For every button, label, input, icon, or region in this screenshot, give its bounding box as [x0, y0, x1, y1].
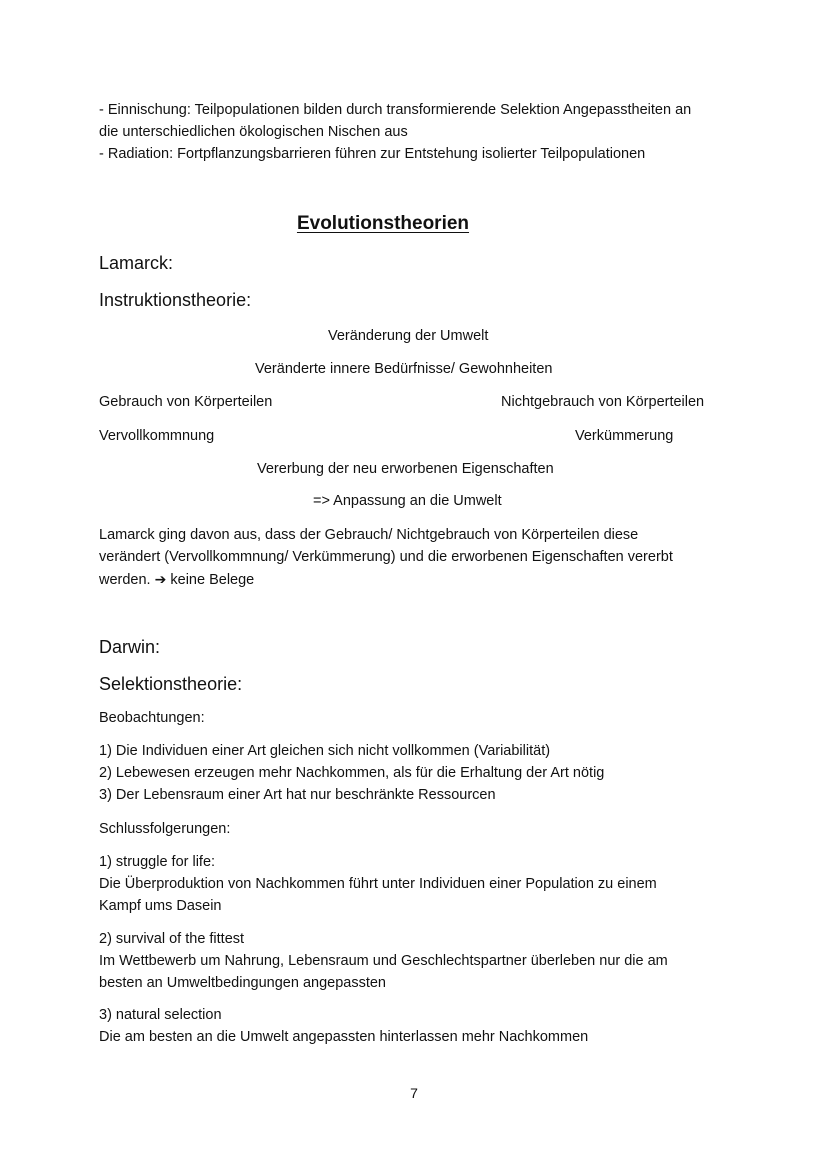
- instruction-theory-heading: Instruktionstheorie:: [99, 290, 252, 310]
- conclusion-3-line-1: Die am besten an die Umwelt angepassten hinterlassen mehr Nachkommen: [99, 1029, 589, 1045]
- observation-2: 2) Lebewesen erzeugen mehr Nachkommen, als für die Erhaltung der Art nötig: [99, 765, 605, 781]
- conclusion-3-title: 3) natural selection: [99, 1007, 222, 1023]
- selection-theory-heading: Selektionstheorie:: [99, 674, 243, 694]
- right-arrow-icon: ➔: [154, 571, 167, 587]
- step-disuse: Nichtgebrauch von Körperteilen: [501, 394, 705, 410]
- conclusions-label: Schlussfolgerungen:: [99, 821, 231, 837]
- conclusion-2-line-1: Im Wettbewerb um Nahrung, Lebensraum und Geschlechtspartner überleben nur die am: [99, 953, 668, 969]
- no-evidence-text: keine Belege: [166, 572, 255, 588]
- step-use: Gebrauch von Körperteilen: [99, 394, 273, 410]
- step-inheritance: Vererbung der neu erworbenen Eigenschaften: [257, 461, 554, 477]
- conclusion-1-title: 1) struggle for life:: [99, 854, 216, 870]
- einnischung-line-1: - Einnischung: Teilpopulationen bilden durch transformierende Selektion Angepasstheiten an: [99, 102, 692, 118]
- page-title: Evolutionstheorien: [296, 213, 470, 234]
- lamarck-summary-line-3: [99, 568, 254, 591]
- darwin-heading: Darwin:: [99, 637, 161, 657]
- observation-3: 3) Der Lebensraum einer Art hat nur beschränkte Ressourcen: [99, 787, 496, 803]
- lamarck-summary-line-1: Lamarck ging davon aus, dass der Gebrauch/ Nichtgebrauch von Körperteilen diese: [99, 527, 639, 543]
- step-atrophy: Verkümmerung: [575, 428, 674, 444]
- conclusion-2-line-2: besten an Umweltbedingungen angepassten: [99, 975, 386, 991]
- observation-1: 1) Die Individuen einer Art gleichen sich nicht vollkommen (Variabilität): [99, 743, 551, 759]
- step-perfection: Vervollkommnung: [99, 428, 215, 444]
- step-adaptation: => Anpassung an die Umwelt: [313, 493, 502, 509]
- conclusion-1-line-1: Die Überproduktion von Nachkommen führt unter Individuen einer Population zu einem: [99, 876, 657, 892]
- step-inner-needs: Veränderte innere Bedürfnisse/ Gewohnheiten: [255, 361, 553, 377]
- radiation-line: - Radiation: Fortpflanzungsbarrieren führen zur Entstehung isolierter Teilpopulationen: [99, 146, 646, 162]
- conclusion-2-title: 2) survival of the fittest: [99, 931, 245, 947]
- lamarck-summary-line-2: verändert (Vervollkommnung/ Verkümmerung) und die erworbenen Eigenschaften vererbt: [99, 549, 673, 565]
- step-environment-change: Veränderung der Umwelt: [328, 328, 489, 344]
- lamarck-heading: Lamarck:: [99, 253, 174, 273]
- einnischung-line-2: die unterschiedlichen ökologischen Nischen aus: [99, 124, 408, 140]
- summary-word: werden.: [99, 572, 151, 588]
- conclusion-1-line-2: Kampf ums Dasein: [99, 898, 222, 914]
- page-number: 7: [410, 1085, 418, 1101]
- observations-label: Beobachtungen:: [99, 710, 205, 726]
